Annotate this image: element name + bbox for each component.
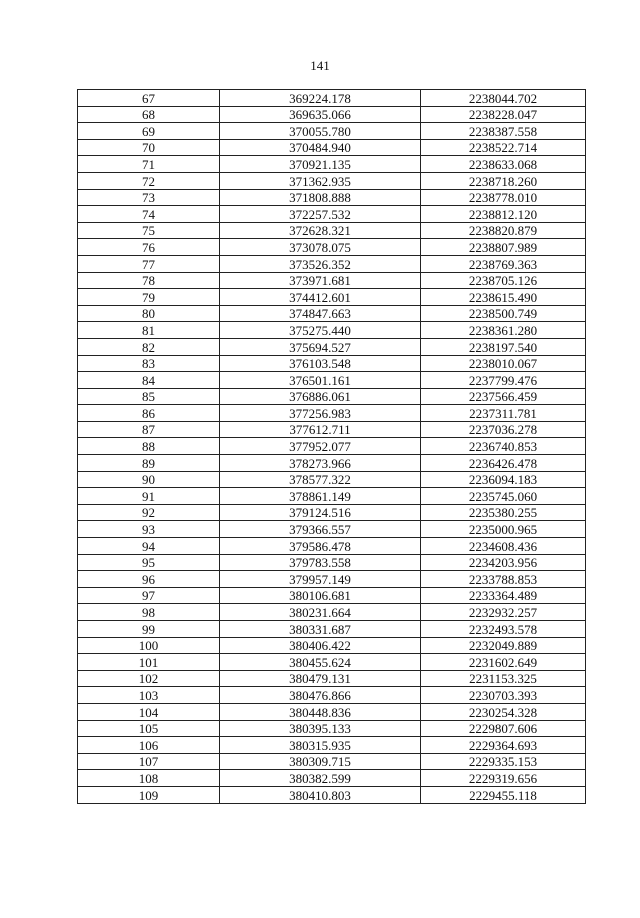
y-coordinate-cell: 2231602.649 — [421, 654, 586, 671]
table-row — [78, 621, 586, 638]
point-number-cell: 106 — [78, 737, 220, 754]
x-coordinate-cell: 379783.558 — [220, 554, 421, 571]
x-coordinate-cell: 380106.681 — [220, 587, 421, 604]
x-coordinate-cell: 372257.532 — [220, 206, 421, 223]
point-number-cell: 103 — [78, 687, 220, 704]
point-number-cell: 89 — [78, 455, 220, 472]
table-row — [78, 521, 586, 538]
table-row — [78, 654, 586, 671]
y-coordinate-cell: 2238228.047 — [421, 106, 586, 123]
y-coordinate-cell: 2235380.255 — [421, 504, 586, 521]
table-row — [78, 753, 586, 770]
y-coordinate-cell: 2238500.749 — [421, 305, 586, 322]
y-coordinate-cell: 2238820.879 — [421, 222, 586, 239]
y-coordinate-cell: 2237799.476 — [421, 372, 586, 389]
point-number-cell: 82 — [78, 338, 220, 355]
point-number-cell: 76 — [78, 239, 220, 256]
y-coordinate-cell: 2231153.325 — [421, 670, 586, 687]
x-coordinate-cell: 379124.516 — [220, 504, 421, 521]
x-coordinate-cell: 369635.066 — [220, 106, 421, 123]
point-number-cell: 73 — [78, 189, 220, 206]
table-row — [78, 438, 586, 455]
x-coordinate-cell: 371808.888 — [220, 189, 421, 206]
table-row — [78, 222, 586, 239]
point-number-cell: 108 — [78, 770, 220, 787]
y-coordinate-cell: 2229455.118 — [421, 786, 586, 803]
y-coordinate-cell: 2236740.853 — [421, 438, 586, 455]
point-number-cell: 70 — [78, 139, 220, 156]
point-number-cell: 94 — [78, 538, 220, 555]
table-row — [78, 737, 586, 754]
table-row — [78, 703, 586, 720]
point-number-cell: 105 — [78, 720, 220, 737]
y-coordinate-cell: 2230703.393 — [421, 687, 586, 704]
table-row — [78, 388, 586, 405]
point-number-cell: 84 — [78, 372, 220, 389]
point-number-cell: 83 — [78, 355, 220, 372]
y-coordinate-cell: 2238778.010 — [421, 189, 586, 206]
coordinate-table — [77, 89, 586, 804]
point-number-cell: 97 — [78, 587, 220, 604]
table-row — [78, 322, 586, 339]
y-coordinate-cell: 2238769.363 — [421, 255, 586, 272]
point-number-cell: 100 — [78, 637, 220, 654]
x-coordinate-cell: 378577.322 — [220, 471, 421, 488]
x-coordinate-cell: 374847.663 — [220, 305, 421, 322]
x-coordinate-cell: 371362.935 — [220, 172, 421, 189]
y-coordinate-cell: 2235745.060 — [421, 488, 586, 505]
x-coordinate-cell: 380331.687 — [220, 621, 421, 638]
table-row — [78, 139, 586, 156]
table-row — [78, 305, 586, 322]
table-row — [78, 720, 586, 737]
point-number-cell: 74 — [78, 206, 220, 223]
point-number-cell: 92 — [78, 504, 220, 521]
y-coordinate-cell: 2229335.153 — [421, 753, 586, 770]
x-coordinate-cell: 369224.178 — [220, 90, 421, 107]
table-row — [78, 338, 586, 355]
y-coordinate-cell: 2234203.956 — [421, 554, 586, 571]
x-coordinate-cell: 376886.061 — [220, 388, 421, 405]
table-row — [78, 239, 586, 256]
point-number-cell: 102 — [78, 670, 220, 687]
y-coordinate-cell: 2238010.067 — [421, 355, 586, 372]
point-number-cell: 77 — [78, 255, 220, 272]
point-number-cell: 81 — [78, 322, 220, 339]
table-row — [78, 504, 586, 521]
x-coordinate-cell: 379957.149 — [220, 571, 421, 588]
x-coordinate-cell: 380315.935 — [220, 737, 421, 754]
y-coordinate-cell: 2229364.693 — [421, 737, 586, 754]
y-coordinate-cell: 2238807.989 — [421, 239, 586, 256]
table-row — [78, 554, 586, 571]
page-number: 141 — [310, 58, 330, 73]
y-coordinate-cell: 2238522.714 — [421, 139, 586, 156]
x-coordinate-cell: 378861.149 — [220, 488, 421, 505]
y-coordinate-cell: 2238718.260 — [421, 172, 586, 189]
point-number-cell: 79 — [78, 289, 220, 306]
x-coordinate-cell: 379366.557 — [220, 521, 421, 538]
x-coordinate-cell: 376501.161 — [220, 372, 421, 389]
point-number-cell: 75 — [78, 222, 220, 239]
y-coordinate-cell: 2238615.490 — [421, 289, 586, 306]
table-row — [78, 587, 586, 604]
point-number-cell: 101 — [78, 654, 220, 671]
point-number-cell: 78 — [78, 272, 220, 289]
point-number-cell: 93 — [78, 521, 220, 538]
y-coordinate-cell: 2237036.278 — [421, 421, 586, 438]
table-row — [78, 172, 586, 189]
x-coordinate-cell: 380309.715 — [220, 753, 421, 770]
point-number-cell: 67 — [78, 90, 220, 107]
point-number-cell: 85 — [78, 388, 220, 405]
point-number-cell: 104 — [78, 703, 220, 720]
y-coordinate-cell: 2236094.183 — [421, 471, 586, 488]
y-coordinate-cell: 2238197.540 — [421, 338, 586, 355]
y-coordinate-cell: 2238044.702 — [421, 90, 586, 107]
point-number-cell: 69 — [78, 123, 220, 140]
x-coordinate-cell: 380410.803 — [220, 786, 421, 803]
x-coordinate-cell: 377256.983 — [220, 405, 421, 422]
x-coordinate-cell: 370921.135 — [220, 156, 421, 173]
x-coordinate-cell: 375275.440 — [220, 322, 421, 339]
table-row — [78, 272, 586, 289]
table-row — [78, 770, 586, 787]
point-number-cell: 90 — [78, 471, 220, 488]
table-row — [78, 123, 586, 140]
y-coordinate-cell: 2238387.558 — [421, 123, 586, 140]
y-coordinate-cell: 2235000.965 — [421, 521, 586, 538]
table-row — [78, 455, 586, 472]
y-coordinate-cell: 2232932.257 — [421, 604, 586, 621]
y-coordinate-cell: 2238812.120 — [421, 206, 586, 223]
x-coordinate-cell: 372628.321 — [220, 222, 421, 239]
x-coordinate-cell: 373971.681 — [220, 272, 421, 289]
y-coordinate-cell: 2237566.459 — [421, 388, 586, 405]
y-coordinate-cell: 2232049.889 — [421, 637, 586, 654]
table-row — [78, 255, 586, 272]
point-number-cell: 80 — [78, 305, 220, 322]
y-coordinate-cell: 2229807.606 — [421, 720, 586, 737]
y-coordinate-cell: 2233364.489 — [421, 587, 586, 604]
x-coordinate-cell: 379586.478 — [220, 538, 421, 555]
x-coordinate-cell: 370055.780 — [220, 123, 421, 140]
point-number-cell: 72 — [78, 172, 220, 189]
table-row — [78, 90, 586, 107]
x-coordinate-cell: 375694.527 — [220, 338, 421, 355]
point-number-cell: 86 — [78, 405, 220, 422]
table-row — [78, 421, 586, 438]
table-body — [78, 90, 586, 804]
table-row — [78, 289, 586, 306]
y-coordinate-cell: 2233788.853 — [421, 571, 586, 588]
point-number-cell: 95 — [78, 554, 220, 571]
table-row — [78, 372, 586, 389]
table-row — [78, 206, 586, 223]
table-row — [78, 538, 586, 555]
point-number-cell: 87 — [78, 421, 220, 438]
y-coordinate-cell: 2238633.068 — [421, 156, 586, 173]
table-row — [78, 786, 586, 803]
table-row — [78, 571, 586, 588]
x-coordinate-cell: 373078.075 — [220, 239, 421, 256]
x-coordinate-cell: 374412.601 — [220, 289, 421, 306]
point-number-cell: 71 — [78, 156, 220, 173]
point-number-cell: 88 — [78, 438, 220, 455]
y-coordinate-cell: 2229319.656 — [421, 770, 586, 787]
table-row — [78, 405, 586, 422]
y-coordinate-cell: 2237311.781 — [421, 405, 586, 422]
y-coordinate-cell: 2236426.478 — [421, 455, 586, 472]
table-row — [78, 355, 586, 372]
x-coordinate-cell: 373526.352 — [220, 255, 421, 272]
x-coordinate-cell: 380479.131 — [220, 670, 421, 687]
table-row — [78, 687, 586, 704]
table-row — [78, 189, 586, 206]
x-coordinate-cell: 380231.664 — [220, 604, 421, 621]
x-coordinate-cell: 380406.422 — [220, 637, 421, 654]
table-row — [78, 471, 586, 488]
x-coordinate-cell: 377612.711 — [220, 421, 421, 438]
y-coordinate-cell: 2232493.578 — [421, 621, 586, 638]
table-row — [78, 488, 586, 505]
y-coordinate-cell: 2234608.436 — [421, 538, 586, 555]
table-row — [78, 670, 586, 687]
point-number-cell: 91 — [78, 488, 220, 505]
y-coordinate-cell: 2230254.328 — [421, 703, 586, 720]
table-row — [78, 604, 586, 621]
x-coordinate-cell: 370484.940 — [220, 139, 421, 156]
x-coordinate-cell: 380382.599 — [220, 770, 421, 787]
x-coordinate-cell: 376103.548 — [220, 355, 421, 372]
point-number-cell: 99 — [78, 621, 220, 638]
point-number-cell: 98 — [78, 604, 220, 621]
table-row — [78, 106, 586, 123]
point-number-cell: 109 — [78, 786, 220, 803]
point-number-cell: 96 — [78, 571, 220, 588]
table-row — [78, 156, 586, 173]
y-coordinate-cell: 2238705.126 — [421, 272, 586, 289]
x-coordinate-cell: 378273.966 — [220, 455, 421, 472]
x-coordinate-cell: 380395.133 — [220, 720, 421, 737]
x-coordinate-cell: 377952.077 — [220, 438, 421, 455]
x-coordinate-cell: 380448.836 — [220, 703, 421, 720]
point-number-cell: 68 — [78, 106, 220, 123]
x-coordinate-cell: 380476.866 — [220, 687, 421, 704]
x-coordinate-cell: 380455.624 — [220, 654, 421, 671]
point-number-cell: 107 — [78, 753, 220, 770]
table-row — [78, 637, 586, 654]
y-coordinate-cell: 2238361.280 — [421, 322, 586, 339]
